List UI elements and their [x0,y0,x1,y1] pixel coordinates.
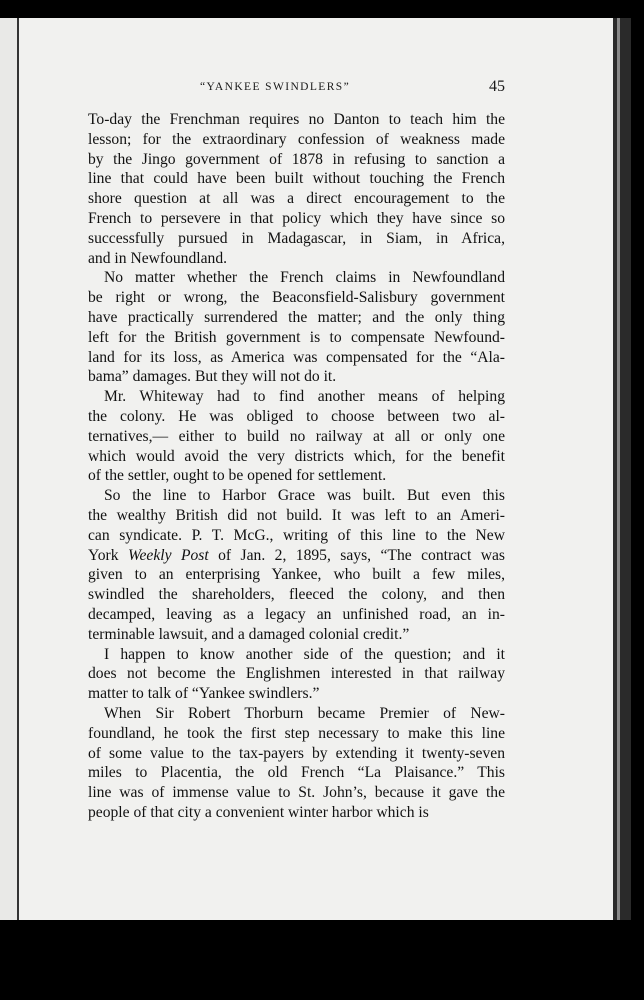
text-line: shore question at all was a direct encouragement to the [88,190,505,208]
text-line: I happen to know another side of the question; and it [104,645,505,663]
text-segment: of Jan. 2, 1895, says, “The contract was [208,546,505,564]
text-line: bama” damages. But they will not do it. [88,368,337,386]
text-line: given to an enterprising Yankee, who built a few miles, [88,566,505,584]
text-line: land for its loss, as America was compensated for the “Ala- [88,348,505,366]
text-line: which would avoid the very districts which, for the benefit [88,447,505,465]
text-line: ternatives,— either to build no railway at all or only one [88,427,505,445]
paragraph [88,486,505,644]
text-line: To-day the Frenchman requires no Danton to teach him the [88,111,505,128]
italic-title: Weekly Post [127,546,209,564]
text-line: line that could have been built without touching the French [88,170,505,188]
text-line: matter to talk of “Yankee swindlers.” [88,685,320,703]
text-line: of some value to the tax-payers by extending it twenty-seven [88,744,505,762]
text-line: Mr. Whiteway had to find another means of helping [104,388,505,406]
previous-page-edge [0,18,19,920]
text-line: decamped, leaving as a legacy an unfinished road, an in- [88,605,505,623]
text-line: miles to Placentia, the old French “La Plaisance.” This [88,764,505,782]
text-line: the wealthy British did not build. It was left to an Ameri- [88,506,505,524]
paragraph [88,704,505,823]
text-line: by the Jingo government of 1878 in refusing to sanction a [88,150,505,168]
running-title: “YANKEE SWINDLERS” [200,81,351,93]
text-line: When Sir Robert Thorburn became Premier of New- [104,704,505,722]
text-line [88,546,505,566]
text-line: have practically surrendered the matter; and the only thing [88,308,505,326]
body-text [88,110,505,823]
text-line: line was of immense value to St. John’s, because it gave the [88,784,505,802]
paragraph [88,268,505,387]
text-segment: York [88,546,128,564]
text-line: swindled the shareholders, fleeced the colony, and then [88,586,505,604]
text-line: be right or wrong, the Beaconsfield-Salisbury government [88,289,505,307]
text-line: foundland, he took the first step necessary to make this line [88,724,505,742]
paragraph [88,645,505,704]
text-line: No matter whether the French claims in Newfoundland [104,269,505,287]
text-line: terminable lawsuit, and a damaged colonial credit.” [88,625,410,643]
page-header [88,78,505,98]
text-line: left for the British government is to compensate Newfound- [88,328,505,346]
text-line: and in Newfoundland. [88,249,228,267]
text-line: French to persevere in that policy which they have since so [88,209,505,227]
text-line: does not become the Englishmen interested in that railway [88,665,505,683]
text-line: of the settler, ought to be opened for settlement. [88,467,387,485]
page-number: 45 [489,78,505,95]
text-line: So the line to Harbor Grace was built. But even this [104,487,505,505]
text-line: lesson; for the extraordinary confession of weakness made [88,130,505,148]
text-line: people of that city a convenient winter harbor which is [88,803,429,821]
paragraph [88,387,505,486]
book-spine-edge [613,18,631,920]
text-line: can syndicate. P. T. McG., writing of this line to the New [88,526,505,544]
text-line: the colony. He was obliged to choose between two al- [88,407,505,425]
paragraph [88,110,505,268]
text-line: successfully pursued in Madagascar, in Siam, in Africa, [88,229,505,247]
